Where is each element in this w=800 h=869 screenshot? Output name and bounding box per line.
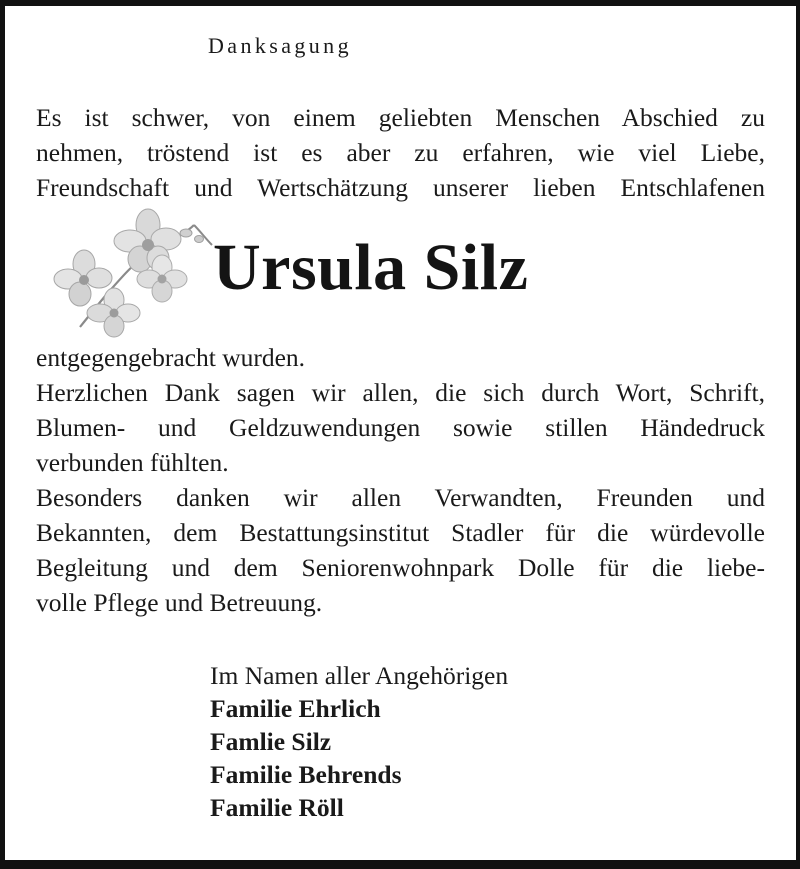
text-line: Es ist schwer, von einem geliebten Menschen Abschied zu [36,103,765,132]
notice-heading: Danksagung [208,33,352,58]
deceased-name: Ursula Silz [213,231,529,304]
signature-block [210,659,508,824]
text-line: Bekannten, dem Bestattungsinstitut Stadler für die würdevolle [36,518,765,547]
text-line: Blumen- und Geldzuwendungen sowie stillen Händedruck [36,413,765,442]
family-name: Familie Ehrlich [210,694,381,723]
closing-intro: Im Namen aller Angehörigen [210,661,509,690]
text-line: Besonders danken wir allen Verwandten, Freunden und [36,483,765,512]
family-name: Familie Behrends [210,760,402,789]
text-line: entgegengebracht wurden. [36,343,306,372]
family-name: Famlie Silz [210,727,332,756]
intro-paragraph [36,100,765,205]
text-line: volle Pflege und Betreuung. [36,588,323,617]
text-line: nehmen, tröstend ist es aber zu erfahren, wie viel Liebe, [36,138,765,167]
text-line: verbunden fühlten. [36,448,229,477]
text-line: Begleitung und dem Seniorenwohnpark Dolle für die liebe- [36,553,765,582]
text-line: Freundschaft und Wertschätzung unserer lieben Entschlafenen [36,173,765,202]
body-paragraph [36,340,765,620]
orchid-icon [44,205,214,345]
family-name: Familie Röll [210,793,344,822]
text-line: Herzlichen Dank sagen wir allen, die sich durch Wort, Schrift, [36,378,765,407]
